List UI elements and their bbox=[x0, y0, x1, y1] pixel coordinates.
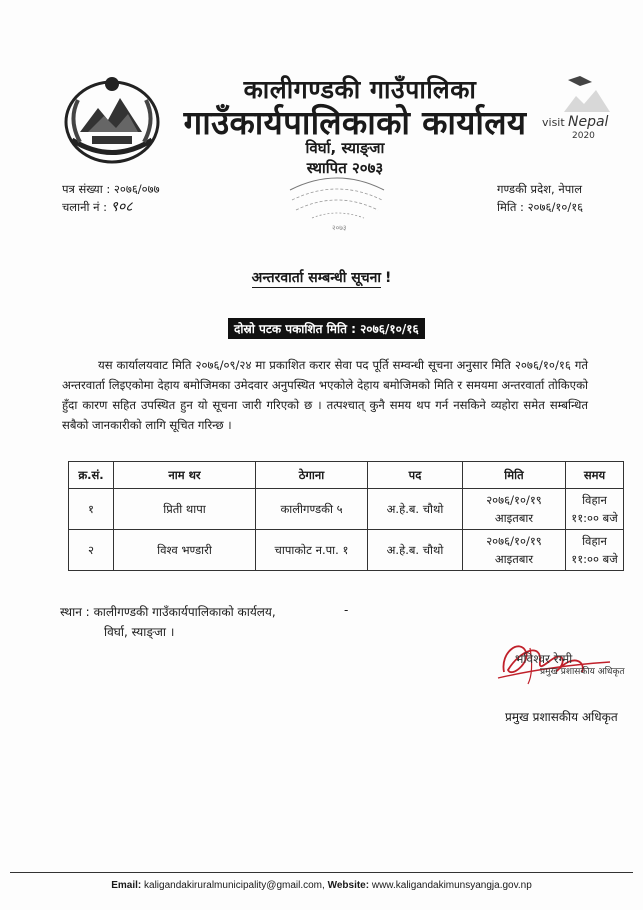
col-sn: क्र.सं. bbox=[69, 462, 114, 489]
municipality-name: कालीगण्डकी गाउँपालिका bbox=[243, 75, 477, 104]
location-label: स्थान : bbox=[60, 605, 90, 619]
province-address: गण्डकी प्रदेश, नेपाल bbox=[497, 182, 583, 196]
row-date-value: २०७६/१०/१९ bbox=[486, 493, 542, 507]
office-place: विर्घा, स्याङ्जा bbox=[305, 139, 385, 157]
signatory-name-overlay: भविश्वर रेग्मी bbox=[515, 652, 573, 666]
svg-text:visit: visit bbox=[542, 116, 565, 129]
svg-text:Nepal: Nepal bbox=[568, 114, 609, 130]
email-value: kaligandakiruralmunicipality@gmail.com, bbox=[144, 880, 325, 891]
row-address: चापाकोट न.पा. १ bbox=[256, 530, 368, 571]
row-post: अ.हे.ब. चौथो bbox=[368, 489, 463, 530]
row-day-value: आइतबार bbox=[494, 511, 534, 525]
row-time-value: ११:०० बजे bbox=[571, 552, 618, 566]
col-post: पद bbox=[368, 462, 463, 489]
col-address: ठेगाना bbox=[256, 462, 368, 489]
email-label: Email: bbox=[111, 880, 142, 891]
patra-sankhya-value: २०७६/०७७ bbox=[113, 182, 160, 196]
row-time-period: विहान bbox=[582, 493, 607, 507]
signatory-post: प्रमुख प्रशासकीय अधिकृत bbox=[505, 710, 618, 724]
svg-text:2020: 2020 bbox=[572, 131, 595, 141]
row-name: प्रिती थापा bbox=[114, 489, 256, 530]
row-address: कालीगण्डकी ५ bbox=[256, 489, 368, 530]
stray-dash: - bbox=[344, 603, 349, 617]
footer-contact bbox=[0, 880, 643, 891]
chalani-label: चलानी नं : bbox=[62, 200, 108, 214]
letter-reference bbox=[62, 180, 160, 216]
row-sn: १ bbox=[69, 489, 114, 530]
subject-mark: ! bbox=[384, 270, 392, 286]
row-day-value: आइतबार bbox=[494, 552, 534, 566]
row-time-period: विहान bbox=[582, 534, 607, 548]
row-time bbox=[566, 530, 624, 571]
website-label: Website: bbox=[327, 880, 370, 891]
notice-body: यस कार्यालयवाट मिति २०७६/०९/२४ मा प्रकाशित करार सेवा पद पूर्ति सम्वन्धी सूचना अनुसार मिति २०७६/१०/१६ गते अन्तरवार्ता लिइएकोमा देहाय बमोजिमका उमेदवार अनुपस्थित भएकोले देहाय बमोजिमको मिति र समयमा अन्तरवार्ता तोकिएको हुँदा कारण सहित उपस्थित हुन यो सूचना जारी गरिएको छ । तत्पश्चात् कुनै समय थप गर्न नसकिने व्यहोरा समेत सम्बन्धित सबैको जानकारीको लागि सूचित गरिन्छ । bbox=[62, 358, 588, 432]
row-date-value: २०७६/१०/१९ bbox=[486, 534, 542, 548]
svg-text:२०७३: २०७३ bbox=[332, 224, 347, 232]
location-line2: विर्घा, स्याङ्जा । bbox=[104, 625, 175, 639]
col-date: मिति bbox=[463, 462, 566, 489]
office-seal-stamp bbox=[282, 160, 392, 232]
row-sn: २ bbox=[69, 530, 114, 571]
date-label: मिति : bbox=[497, 200, 524, 214]
row-time bbox=[566, 489, 624, 530]
footer-divider bbox=[10, 872, 633, 873]
row-name: विश्व भण्डारी bbox=[114, 530, 256, 571]
row-date bbox=[463, 489, 566, 530]
visit-nepal-2020-logo bbox=[540, 72, 625, 142]
republished-date-banner: दोस्रो पटक पकाशित मिति : २०७६/१०/१६ bbox=[228, 318, 425, 339]
patra-sankhya-label: पत्र संख्या : bbox=[62, 182, 111, 196]
location-line1: कालीगण्डकी गाउँकार्यपालिकाको कार्यलय, bbox=[93, 605, 276, 619]
website-value: www.kaligandakimunsyangja.gov.np bbox=[371, 880, 532, 891]
established-year: स्थापित २०७३ bbox=[306, 159, 384, 177]
chalani-value: ९०८ bbox=[110, 199, 133, 215]
notice-location bbox=[60, 602, 276, 642]
letter-address-date bbox=[497, 180, 583, 216]
date-value: २०७६/१०/१६ bbox=[527, 200, 584, 214]
signatory-stamp-text: प्रमुख प्रशासकीय अधिकृत bbox=[540, 667, 625, 677]
table-row bbox=[69, 489, 624, 530]
notice-subject bbox=[0, 268, 643, 287]
subject-text: अन्तरवार्ता सम्बन्धी सूचना bbox=[251, 270, 381, 286]
row-date bbox=[463, 530, 566, 571]
col-name: नाम थर bbox=[114, 462, 256, 489]
table-header-row bbox=[69, 462, 624, 489]
row-post: अ.हे.ब. चौथो bbox=[368, 530, 463, 571]
table-row bbox=[69, 530, 624, 571]
office-title: गाउँकार्यपालिकाको कार्यालय bbox=[183, 103, 527, 142]
row-time-value: ११:०० बजे bbox=[571, 511, 618, 525]
interview-schedule-table bbox=[68, 461, 624, 571]
col-time: समय bbox=[566, 462, 624, 489]
